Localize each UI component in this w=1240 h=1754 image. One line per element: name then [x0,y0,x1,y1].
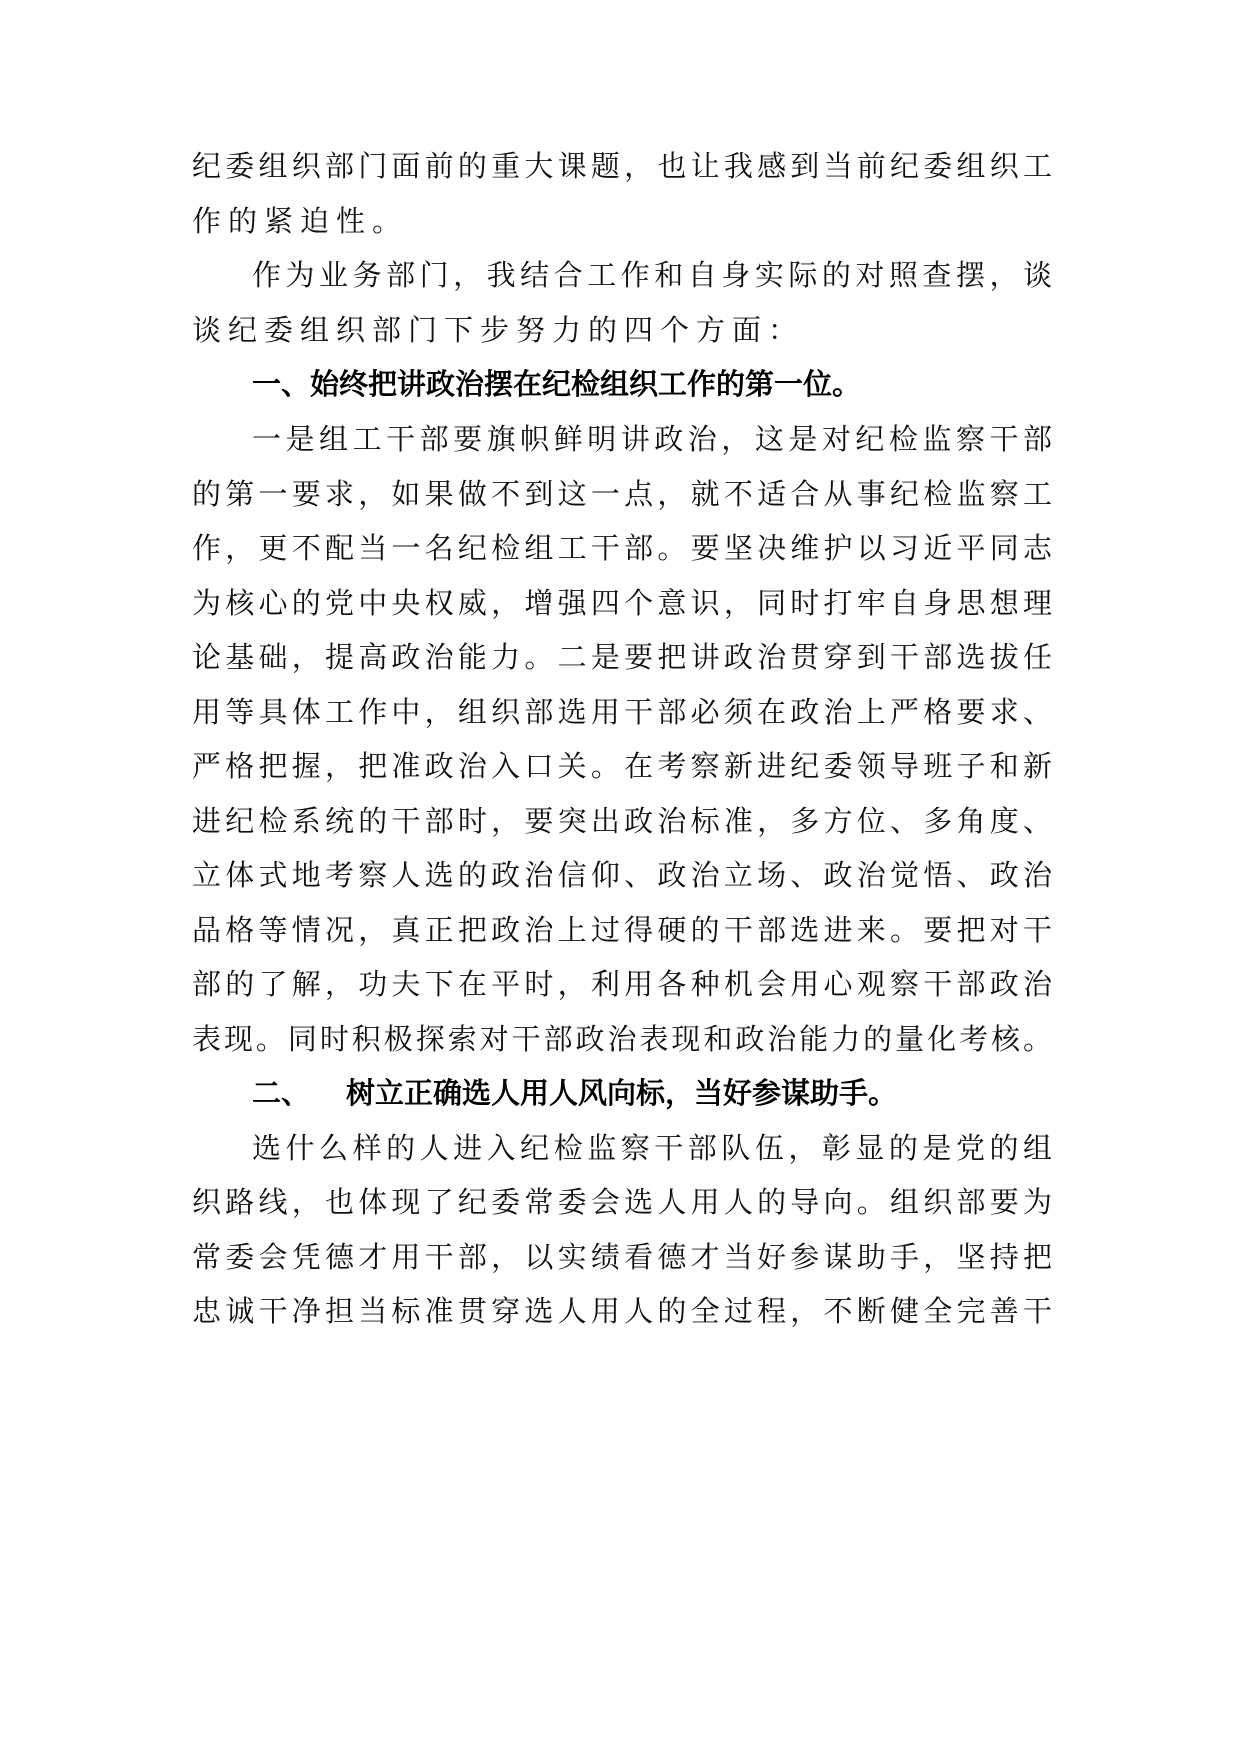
paragraph-line: 纪委组织部门面前的重大课题，也让我感到当前纪委组织工 [192,149,1052,183]
paragraph-line: 织路线，也体现了纪委常委会选人用人的导向。组织部要为 [192,1185,1052,1219]
paragraph-line: 的第一要求，如果做不到这一点，就不适合从事纪检监察工 [192,477,1052,511]
paragraph-line: 部的了解，功夫下在平时，利用各种机会用心观察干部政治 [192,967,1052,1001]
paragraph-line: 品格等情况，真正把政治上过得硬的干部选进来。要把对干 [192,913,1052,947]
paragraph-line: 严格把握，把准政治入口关。在考察新进纪委领导班子和新 [192,749,1052,783]
paragraph-line: 谈纪委组织部门下步努力的四个方面： [192,313,805,347]
paragraph-line: 用等具体工作中，组织部选用干部必须在政治上严格要求、 [192,695,1052,729]
section-heading-text: 树立正确选人用人风向标，当好参谋助手。 [346,1076,898,1110]
section-heading-1: 一、始终把讲政治摆在纪检组织工作的第一位。 [252,367,862,401]
paragraph-line: 进纪检系统的干部时，要突出政治标准，多方位、多角度、 [192,804,1052,838]
paragraph-line: 选什么样的人进入纪检监察干部队伍，彰显的是党的组 [252,1131,1052,1165]
paragraph-line: 常委会凭德才用干部，以实绩看德才当好参谋助手，坚持把 [192,1240,1052,1274]
section-heading-number: 二、 [252,1076,311,1110]
section-heading-2 [252,1073,897,1113]
paragraph-line: 为核心的党中央权威，增强四个意识，同时打牢自身思想理 [192,586,1052,620]
paragraph-line: 作的紧迫性。 [192,204,409,238]
paragraph-line: 论基础，提高政治能力。二是要把讲政治贯穿到干部选拔任 [192,640,1052,674]
paragraph-line: 立体式地考察人选的政治信仰、政治立场、政治觉悟、政治 [192,858,1052,892]
paragraph-line: 表现。同时积极探索对干部政治表现和政治能力的量化考核。 [192,1022,1052,1056]
paragraph-line: 作为业务部门，我结合工作和自身实际的对照查摆，谈 [252,258,1052,292]
paragraph-line: 作，更不配当一名纪检组工干部。要坚决维护以习近平同志 [192,531,1052,565]
paragraph-line: 一是组工干部要旗帜鲜明讲政治，这是对纪检监察干部 [252,422,1052,456]
paragraph-line: 忠诚干净担当标准贯穿选人用人的全过程，不断健全完善干 [192,1294,1052,1328]
